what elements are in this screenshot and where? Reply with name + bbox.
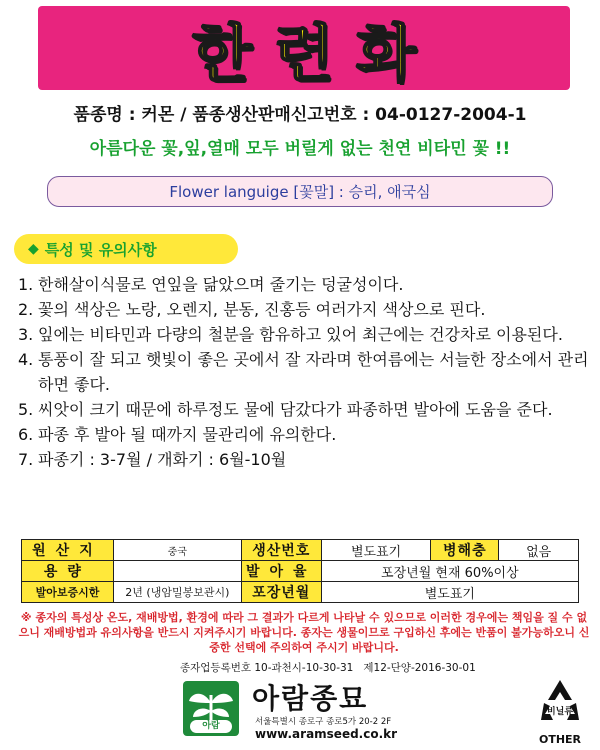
recycle-icon xyxy=(535,676,585,731)
list-item: 3. 잎에는 비타민과 다량의 철분을 함유하고 있어 최근에는 건강차로 이용된다. xyxy=(18,325,563,344)
logo-text: 아람 xyxy=(190,720,232,733)
list-item: 1. 한해살이식물로 연잎을 닮았으며 줄기는 덩굴성이다. xyxy=(18,275,404,294)
list-item: 2. 꽃의 색상은 노랑, 오렌지, 분동, 진홍등 여러가지 색상으로 핀다. xyxy=(18,300,486,319)
product-info-table xyxy=(21,539,579,603)
origin-label: 원산지 xyxy=(22,540,114,561)
pest-label: 병해충 xyxy=(431,540,499,561)
company-name: 아람종묘 xyxy=(252,682,369,715)
list-item: 6. 파종 후 발아 될 때까지 물관리에 유의한다. xyxy=(18,425,337,444)
product-title: 한련화 xyxy=(192,16,438,90)
pack-date-label: 포장년월 xyxy=(241,582,321,603)
flower-language-box xyxy=(47,176,553,207)
company-website: www.aramseed.co.kr xyxy=(255,727,398,741)
slogan: 아름다운 꽃,잎,열매 모두 버릴게 없는 천연 비타민 꽃 !! xyxy=(89,139,511,159)
guarantee-value: 2년 (냉암밀봉보관시) xyxy=(113,582,241,603)
capacity-label: 용량 xyxy=(22,561,114,582)
company-logo xyxy=(183,681,239,736)
prod-no-label: 생산번호 xyxy=(241,540,321,561)
title-banner xyxy=(38,6,570,90)
variety-info: 품종명 : 커몬 / 품종생산판매신고번호 : 04-0127-2004-1 xyxy=(73,105,527,125)
label-number: 제12-단양-2016-30-01 xyxy=(363,662,476,674)
section-header xyxy=(14,234,238,264)
germ-rate-value: 포장년월 현재 60%이상 xyxy=(321,561,578,582)
flower-language-text: Flower languige [꽃말] : 승리, 애국심 xyxy=(169,183,431,201)
origin-value: 중국 xyxy=(113,540,241,561)
table-row xyxy=(22,561,579,582)
warning-notice: ※ 종자의 특성상 온도, 재배방법, 환경에 따라 그 결과가 다르게 나타날 수 있으므로 이러한 경우에는 책임을 질 수 없으니 재배방법과 유의사항을 반드시 지켜주시기 바랍니다. 종자는 생물이므로 구입하신 후에는 반품이 불가능하오니 신중한 선택에 주의하여 주시기 바랍니다. xyxy=(18,611,590,654)
table-row xyxy=(22,540,579,561)
diamond-icon: ◆ xyxy=(28,241,39,257)
list-item: 7. 파종기 : 3-7월 / 개화기 : 6월-10월 xyxy=(18,450,287,469)
pack-date-value: 별도표기 xyxy=(321,582,578,603)
table-row xyxy=(22,582,579,603)
germ-rate-label: 발아율 xyxy=(241,561,321,582)
registration-info xyxy=(180,660,590,675)
section-title: 특성 및 유의사항 xyxy=(44,240,157,259)
recycle-label: OTHER xyxy=(538,733,582,746)
list-item: 5. 씨앗이 크기 때문에 하루정도 물에 담갔다가 파종하면 발아에 도움을 준다. xyxy=(18,400,553,419)
company-address: 서울특별시 종로구 종로5가 20-2 2F xyxy=(255,717,392,727)
recycle-top-text: 비닐류 xyxy=(546,707,574,717)
list-item: 4. 통풍이 잘 되고 햇빛이 좋은 곳에서 잘 자라며 한여름에는 서늘한 장소에서 관리하면 좋다. xyxy=(18,350,589,394)
pest-value: 없음 xyxy=(499,540,579,561)
capacity-value xyxy=(113,561,241,582)
business-registration: 종자업등록번호 10-과천시-10-30-31 xyxy=(180,662,354,674)
prod-no-value: 별도표기 xyxy=(321,540,431,561)
characteristics-list xyxy=(18,272,593,472)
guarantee-label: 발아보증시한 xyxy=(22,582,114,603)
